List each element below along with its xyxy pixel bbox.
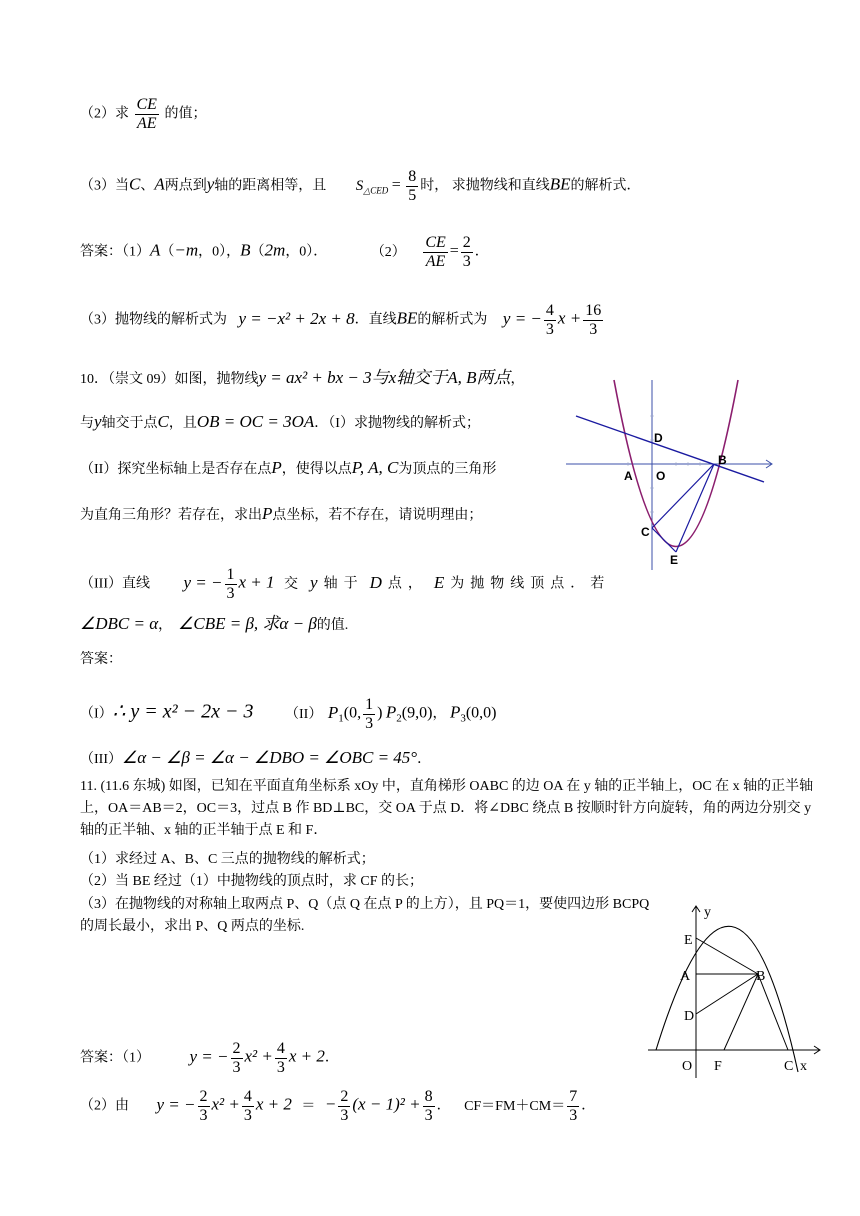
q11-stem-text: 11. (11.6 东城) 如图，已知在平面直角坐标系 xOy 中，直角梯形 OABC 的边 OA 在 y 轴的正半轴上，OC 在 x 轴的正半轴上，OA＝AB＝2，OC＝3，过点 B 作 BD⊥BC，交 OA 于点 D．将∠DBC 绕点 B 按顺时针方向旋转，角的两边分别交 y 轴的正半轴、x 轴的正半轴于点 E 和 F． bbox=[80, 779, 814, 838]
q9-answer-line1 bbox=[80, 234, 489, 271]
math-points: P, A, C bbox=[351, 458, 399, 477]
math-C: C bbox=[157, 412, 169, 431]
q11-item-text: （1）求经过 A、B、C 三点的抛物线的解析式； bbox=[80, 852, 375, 867]
label-D: D bbox=[684, 1009, 695, 1024]
period: ． bbox=[474, 244, 489, 260]
math-E: E bbox=[433, 572, 445, 592]
fraction-numerator: 8 bbox=[424, 1088, 433, 1105]
fraction-denominator: 3 bbox=[340, 1107, 349, 1124]
fraction-numerator: 1 bbox=[365, 696, 374, 713]
q9-part2-prefix: （2）求 bbox=[80, 106, 129, 122]
separator: 、 bbox=[140, 178, 155, 194]
math-end: x + 2 bbox=[255, 1094, 292, 1114]
intercept-fraction bbox=[583, 302, 603, 339]
coord: (0, bbox=[343, 704, 362, 722]
fraction-numerator: 2 bbox=[232, 1040, 241, 1057]
q11-item-text: （2）当 BE 经过（1）中抛物线的顶点时，求 CF 的长； bbox=[80, 874, 424, 889]
math-answer-parabola: ∴ y = x² − 2x − 3 bbox=[112, 700, 254, 723]
period: ． bbox=[436, 1098, 451, 1114]
math-line-lhs: y = − bbox=[502, 308, 542, 328]
subscript: 1 bbox=[338, 712, 344, 725]
answer-text: ．直线 bbox=[354, 312, 397, 328]
math-neg: − bbox=[324, 1094, 337, 1114]
coef-a bbox=[231, 1040, 243, 1077]
fraction-numerator: 2 bbox=[340, 1088, 349, 1105]
fraction-denominator: 3 bbox=[569, 1107, 578, 1124]
text: ．（I）求抛物线的解析式； bbox=[314, 416, 480, 431]
fraction-denominator: 5 bbox=[408, 187, 417, 204]
math-P3: P bbox=[449, 702, 461, 722]
math-mid: x² + bbox=[244, 1046, 273, 1066]
q9-part3-text: 轴的距离相等，且 bbox=[214, 178, 327, 194]
math-B: B bbox=[240, 240, 251, 260]
text: 轴交于点 bbox=[101, 416, 158, 431]
question-number: 10．（崇文 09）如图，抛物线 bbox=[80, 372, 259, 387]
fraction-denominator: 3 bbox=[226, 585, 235, 602]
fraction-numerator: 4 bbox=[545, 302, 554, 319]
label-A: A bbox=[680, 969, 691, 984]
math-condition: OB = OC = 3OA bbox=[196, 412, 315, 431]
math-angle-beta: ∠CBE = β, 求α − β bbox=[178, 614, 317, 633]
math-line-lhs: y = − bbox=[183, 572, 223, 592]
math-vertex-form: (x − 1)² + bbox=[352, 1094, 421, 1114]
label-C: C bbox=[784, 1059, 794, 1074]
label-E: E bbox=[670, 553, 679, 567]
math-line-rhs: x + 1 bbox=[238, 572, 275, 592]
text: 的值. bbox=[316, 618, 349, 633]
answer-label: 答案： bbox=[80, 652, 122, 667]
text: 为顶点的三角形 bbox=[398, 462, 497, 477]
math-equals: ＝ bbox=[301, 1098, 316, 1114]
q10-figure bbox=[566, 378, 776, 572]
segment-BE bbox=[676, 464, 714, 552]
q10-line5 bbox=[80, 566, 610, 603]
math-D: D bbox=[369, 572, 382, 592]
math-parabola-eq: y = ax² + bx − 3与x轴交于A, B两点 bbox=[258, 368, 511, 387]
paren: （ bbox=[160, 244, 175, 260]
coef-a bbox=[198, 1088, 210, 1125]
answer-label: （2）由 bbox=[80, 1098, 129, 1114]
fraction-numerator: 4 bbox=[243, 1088, 252, 1105]
fraction-denominator: 3 bbox=[199, 1107, 208, 1124]
label-D: D bbox=[654, 431, 663, 445]
text: 为直角三角形？若存在，求出 bbox=[80, 508, 262, 523]
fraction-numerator: 1 bbox=[226, 566, 235, 583]
segment-BE bbox=[696, 938, 758, 974]
answer-text: （3）抛物线的解析式为 bbox=[80, 312, 227, 328]
math-line-mid: x + bbox=[557, 308, 582, 328]
math-BE: BE bbox=[549, 174, 571, 194]
fraction-denominator: 3 bbox=[589, 321, 598, 338]
math-area-S: S bbox=[355, 177, 364, 194]
answer-part2-label: （2） bbox=[370, 244, 406, 260]
q11-stem bbox=[80, 776, 820, 842]
q9-part2-suffix: 的值； bbox=[164, 106, 207, 122]
math-P: P bbox=[271, 458, 282, 477]
math-y: y bbox=[94, 412, 102, 431]
fraction-denominator: 3 bbox=[545, 321, 554, 338]
math-equals: = bbox=[391, 176, 401, 194]
label-A: A bbox=[624, 469, 633, 483]
text: 交 bbox=[284, 576, 305, 592]
label-O: O bbox=[656, 469, 666, 483]
line-DB bbox=[576, 416, 764, 482]
math-parabola: y = −x² + 2x + 8 bbox=[238, 308, 355, 328]
fraction-numerator: CE bbox=[136, 96, 157, 113]
math-value: 2m bbox=[264, 240, 286, 260]
label-O: O bbox=[682, 1059, 693, 1074]
paren: （ bbox=[250, 244, 265, 260]
fraction-denominator: 3 bbox=[232, 1059, 241, 1076]
math-P2: P bbox=[385, 702, 397, 722]
text: 为抛物线顶点．若 bbox=[450, 576, 611, 592]
math-y: y bbox=[206, 174, 215, 194]
text: ，使得以点 bbox=[281, 462, 352, 477]
q10-line6 bbox=[80, 614, 348, 636]
subscript: 3 bbox=[460, 712, 466, 725]
math-BE: BE bbox=[396, 308, 418, 328]
math-end: x + 2 bbox=[288, 1046, 325, 1066]
q11-item3 bbox=[80, 894, 650, 938]
text: ，且 bbox=[168, 416, 197, 431]
answer-part-label: （III） bbox=[80, 752, 122, 767]
coef-d bbox=[423, 1088, 435, 1125]
q9-part3-fraction bbox=[406, 168, 418, 205]
fraction-denominator: AE bbox=[425, 253, 446, 270]
math-y: y bbox=[310, 572, 318, 592]
label-B: B bbox=[718, 453, 727, 467]
fraction-denominator: 3 bbox=[276, 1059, 285, 1076]
math-A: A bbox=[154, 174, 165, 194]
math-P1: P bbox=[327, 702, 339, 722]
q11-answer-line2 bbox=[80, 1088, 595, 1125]
comma: ， bbox=[510, 372, 525, 387]
q10-answer-line1 bbox=[80, 696, 496, 733]
text: （III）直线 bbox=[80, 576, 150, 592]
q11-figure bbox=[648, 902, 822, 1078]
fraction-denominator: 3 bbox=[424, 1107, 433, 1124]
q9-part3-text: 时， 求抛物线和直线 bbox=[420, 178, 550, 194]
math-value: −m bbox=[174, 240, 199, 260]
q11-item2 bbox=[80, 872, 423, 892]
period: ． bbox=[581, 1098, 596, 1114]
q9-part3-text: 的解析式． bbox=[570, 178, 641, 194]
fraction-numerator: 8 bbox=[408, 168, 417, 185]
q10-line2 bbox=[80, 412, 480, 434]
q9-answer-value bbox=[461, 234, 473, 271]
math-equals: = bbox=[449, 242, 459, 260]
q9-part3-prefix: （3）当 bbox=[80, 178, 129, 194]
q10-line3 bbox=[80, 458, 496, 480]
q9-answer-fraction bbox=[423, 234, 447, 271]
answer-part-label: （I） bbox=[80, 706, 113, 722]
text: （II）探究坐标轴上是否存在点 bbox=[80, 462, 272, 477]
fraction-denominator: 3 bbox=[243, 1107, 252, 1124]
q9-part2-fraction bbox=[135, 96, 159, 133]
text: 与 bbox=[80, 416, 94, 431]
math-area-subscript: △CED bbox=[363, 185, 389, 196]
math-lhs: y = − bbox=[189, 1046, 229, 1066]
coord: (9,0) bbox=[401, 704, 433, 722]
label-C: C bbox=[641, 525, 650, 539]
segment-BC bbox=[758, 974, 788, 1050]
slope-fraction bbox=[225, 566, 237, 603]
q10-answer-line3 bbox=[80, 748, 431, 770]
period: ． bbox=[324, 1050, 339, 1066]
q9-part3-text: 两点到 bbox=[164, 178, 207, 194]
q11-item-text: （3）在抛物线的对称轴上取两点 P、Q（点 Q 在点 P 的上方），且 PQ＝1，要使四边形 BCPQ 的周长最小，求出 P、Q 两点的坐标. bbox=[80, 897, 650, 934]
label-E: E bbox=[684, 933, 693, 948]
slope-fraction bbox=[544, 302, 556, 339]
q9-answer-line3 bbox=[80, 302, 605, 339]
fraction-numerator: 2 bbox=[199, 1088, 208, 1105]
cf-fraction bbox=[567, 1088, 579, 1125]
text: 点坐标，若不存在，请说明理由； bbox=[272, 508, 483, 523]
paren: ，0）． bbox=[285, 244, 328, 260]
fraction-denominator: 3 bbox=[365, 715, 374, 732]
comma: ， bbox=[158, 618, 173, 633]
label-B: B bbox=[756, 969, 766, 984]
q10-line1 bbox=[80, 368, 524, 390]
coord: (0,0) bbox=[465, 704, 497, 722]
answer-text: 的解析式为 bbox=[417, 312, 488, 328]
q9-part2 bbox=[80, 96, 206, 133]
paren: ，0）， bbox=[198, 244, 241, 260]
answer-label: 答案：（1） bbox=[80, 244, 150, 260]
fraction-numerator: 4 bbox=[276, 1040, 285, 1057]
answer-label: 答案：（1） bbox=[80, 1050, 150, 1066]
q11-answer-line1 bbox=[80, 1040, 339, 1077]
label-y: y bbox=[704, 905, 711, 920]
q9-part3 bbox=[80, 168, 641, 205]
label-F: F bbox=[714, 1059, 722, 1074]
fraction-denominator: AE bbox=[136, 115, 157, 132]
coef-c bbox=[338, 1088, 350, 1125]
segment-CE bbox=[652, 528, 676, 552]
text: 轴于 bbox=[323, 576, 364, 592]
coef-b bbox=[275, 1040, 287, 1077]
math-lhs: y = − bbox=[156, 1094, 196, 1114]
fraction-numerator: 7 bbox=[569, 1088, 578, 1105]
q10-line4 bbox=[80, 504, 482, 526]
text: 点， bbox=[387, 576, 428, 592]
math-mid: x² + bbox=[211, 1094, 240, 1114]
math-A: A bbox=[150, 240, 161, 260]
q11-item1 bbox=[80, 850, 375, 870]
subscript: 2 bbox=[396, 712, 402, 725]
coord: ) bbox=[377, 704, 383, 722]
fraction-denominator: 3 bbox=[462, 253, 471, 270]
cf-answer-text: CF＝FM＋CM＝ bbox=[464, 1098, 566, 1114]
comma: ， bbox=[432, 706, 447, 722]
fraction-numerator: CE bbox=[425, 234, 446, 251]
p1-fraction bbox=[363, 696, 375, 733]
period: ． bbox=[417, 752, 432, 767]
math-C: C bbox=[129, 174, 141, 194]
label-x: x bbox=[800, 1059, 807, 1074]
fraction-numerator: 2 bbox=[462, 234, 471, 251]
math-P: P bbox=[262, 504, 273, 523]
coef-b bbox=[242, 1088, 254, 1125]
answer-part-label: （II） bbox=[285, 706, 323, 722]
fraction-numerator: 16 bbox=[585, 302, 602, 319]
q10-answer-label bbox=[80, 650, 122, 670]
math-angle-answer: ∠α − ∠β = ∠α − ∠DBO = ∠OBC = 45° bbox=[122, 748, 418, 767]
math-angle-alpha: ∠DBC = α bbox=[80, 614, 159, 633]
